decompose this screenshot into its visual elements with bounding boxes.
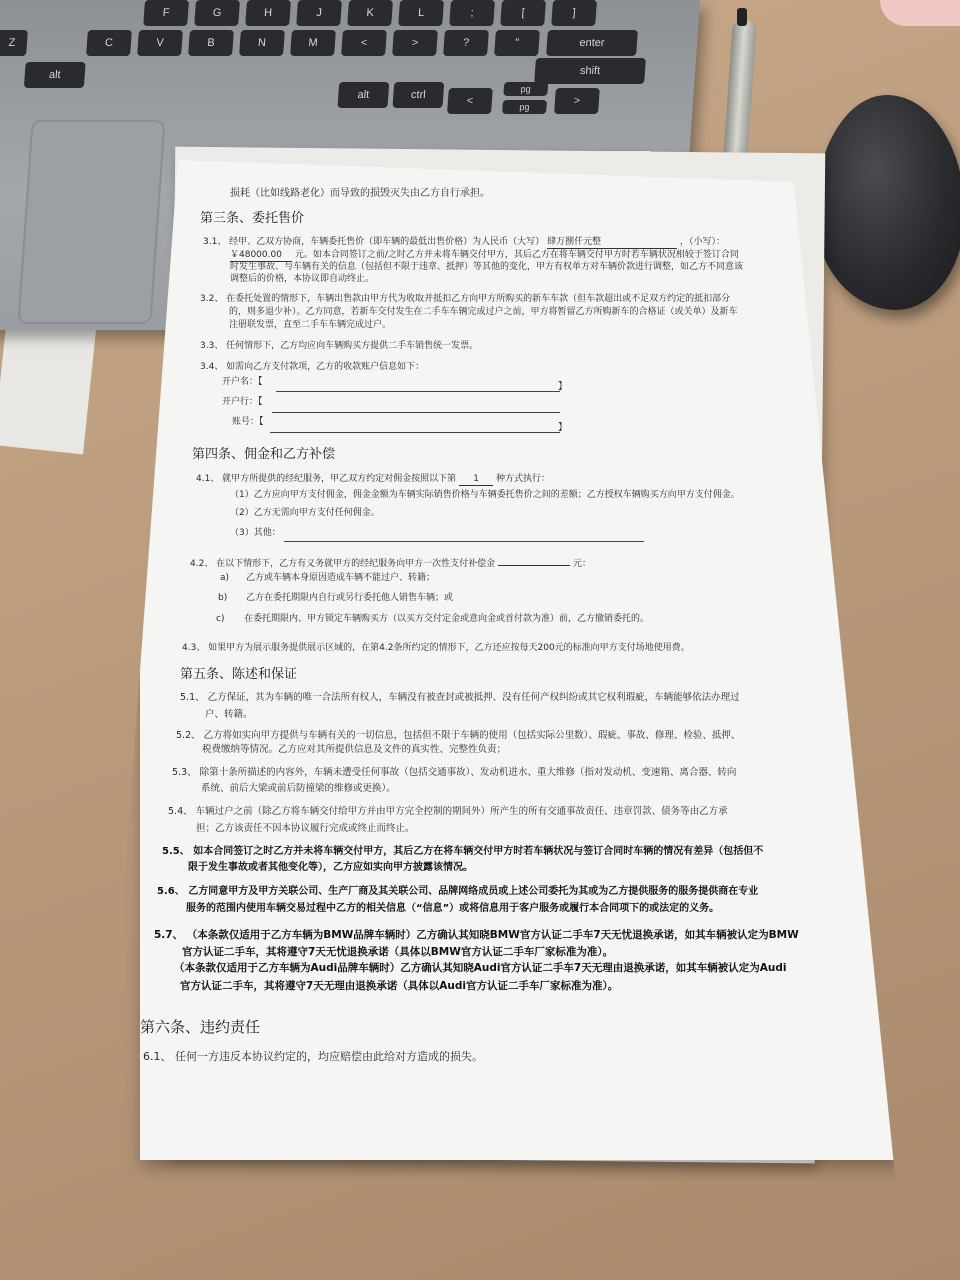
- item-mark: b): [218, 593, 228, 603]
- doc-line: 调整后的价格，本协议即自动终止。: [230, 274, 375, 284]
- clause-5-6: 5.6、 乙方同意甲方及甲方关联公司、生产厂商及其关联公司、品牌网络成员或上述公司委托为其或为乙方提供服务的服务提供商在专业: [157, 886, 759, 897]
- section-4-title: 第四条、佣金和乙方补偿: [192, 447, 336, 462]
- clause-3-4: 3.4、 如需向乙方支付款项，乙方的收款账户信息如下：: [200, 362, 425, 372]
- clause-text: 元：: [572, 559, 591, 569]
- amount-figure: ￥48000.00: [230, 249, 292, 262]
- compensation-field: [498, 565, 570, 566]
- key: pg: [502, 100, 547, 114]
- option-3: （3）其他：: [230, 528, 281, 538]
- key: N: [239, 30, 285, 56]
- key: <: [341, 30, 387, 56]
- clause-3-1: [203, 236, 725, 249]
- key: >: [392, 30, 438, 56]
- doc-line: 户、转籍。: [205, 709, 253, 720]
- item-mark: a): [220, 573, 230, 583]
- paper-sheet-left: [0, 316, 97, 455]
- key: alt: [24, 62, 86, 88]
- account-number-field: [270, 432, 560, 433]
- key: alt: [337, 82, 389, 108]
- doc-line: 的，则多退少补）。乙方同意，若新车交付发生在二手车车辆完成过户之前，甲方将暂留乙方所购新车的合格证（或关单）及新车: [229, 307, 738, 317]
- key: ?: [443, 30, 489, 56]
- section-6-title: 第六条、违约责任: [140, 1018, 261, 1036]
- clause-3-3: 3.3、 任何情形下，乙方均应向车辆购买方提供二手车销售统一发票。: [200, 341, 479, 351]
- keyboard: [0, 0, 690, 120]
- key: ]: [551, 0, 597, 26]
- amount-words: 肆万捌仟元整: [547, 236, 677, 249]
- clause-5-2: 5.2、 乙方将如实向甲方提供与车辆有关的一切信息，包括但不限于车辆的使用（包括实际公里数）、瑕疵、事故、修理、检验、抵押、: [176, 730, 741, 741]
- key: H: [245, 0, 291, 26]
- key: V: [137, 30, 183, 56]
- doc-line: 时发生事故、与车辆有关的信息（包括但不限于违章、抵押）等其他的变化，甲方有权单方对车辆价款进行调整，如乙方不同意该: [230, 262, 744, 272]
- option-3-field: [284, 541, 644, 542]
- clause-4-1: [196, 473, 550, 486]
- doc-line: 官方认证二手车，其将遵守7天无忧退换承诺（具体以BMW官方认证二手车厂家标准为准）。: [182, 946, 614, 958]
- doc-line: 担；乙方该责任不因本协议履行完成或终止而终止。: [196, 823, 415, 834]
- doc-line: 注册联发票，直至二手车车辆完成过户。: [229, 320, 392, 330]
- computer-mouse: [815, 95, 960, 310]
- bracket: 】: [558, 423, 568, 433]
- clause-text: ，（小写）：: [679, 237, 725, 247]
- clause-4-2: [190, 558, 591, 570]
- account-name-field: [276, 391, 560, 392]
- clause-5-5: 5.5、 如本合同签订之时乙方并未将车辆交付甲方，其后乙方在将车辆交付甲方时若车辆状况与签订合同时车辆的情况有差异（包括但不: [162, 846, 764, 857]
- key: G: [194, 0, 240, 26]
- doc-line: 损耗（比如线路老化）而导致的损毁灭失由乙方自行承担。: [230, 188, 490, 199]
- key: J: [296, 0, 342, 26]
- doc-line: 服务的范围内使用车辆交易过程中乙方的相关信息（“信息”）或将信息用于客户服务或履行本合同项下的或法定的义务。: [186, 903, 720, 914]
- doc-line: 税费缴纳等情况。乙方应对其所提供信息及文件的真实性、完整性负责；: [202, 744, 507, 755]
- clause-5-3: 5.3、 除第十条所描述的内容外，车辆未遭受任何事故（包括交通事故）、发动机进水、重大维修（指对发动机、变速箱、离合器、转向: [172, 767, 737, 778]
- key: ;: [449, 0, 495, 26]
- key: M: [290, 30, 336, 56]
- key: L: [398, 0, 444, 26]
- key: F: [143, 0, 189, 26]
- key: enter: [546, 30, 638, 56]
- section-3-title: 第三条、委托售价: [200, 211, 305, 226]
- item-c: 在委托期限内、甲方锁定车辆购买方（以买方交付定金或意向金或首付款为准）前，乙方撤销委托的。: [244, 614, 650, 624]
- clause-4-3: 4.3、 如果甲方为展示服务提供展示区域的，在第4.2条所约定的情形下，乙方还应按每天200元的标准向甲方支付场地使用费。: [182, 643, 690, 653]
- account-bank-label: 开户行：【: [222, 397, 263, 407]
- key: shift: [534, 58, 646, 84]
- section-5-title: 第五条、陈述和保证: [180, 667, 298, 682]
- account-bank-field: [272, 412, 560, 413]
- clause-5-4: 5.4、 车辆过户之前（除乙方将车辆交付给甲方并由甲方完全控制的期间外）所产生的所有交通事故责任、违章罚款、债务等由乙方承: [168, 806, 728, 817]
- trackpad: [17, 120, 165, 324]
- doc-line: 官方认证二手车，其将遵守7天无理由退换承诺（具体以Audi官方认证二手车厂家标准为准）。: [180, 980, 619, 992]
- bracket: 】: [558, 382, 568, 392]
- clause-6-1: 6.1、 任何一方违反本协议约定的，均应赔偿由此给对方造成的损失。: [143, 1050, 483, 1063]
- key: ctrl: [392, 82, 444, 108]
- key: >: [554, 88, 600, 114]
- clause-5-7: 5.7、 （本条款仅适用于乙方车辆为BMW品牌车辆时）乙方确认其知晓BMW官方认证二手车7天无忧退换承诺，如其车辆被认定为BMW: [154, 929, 799, 941]
- pen-tip: [737, 8, 747, 26]
- pink-object: [880, 0, 960, 26]
- key: C: [86, 30, 132, 56]
- key: K: [347, 0, 393, 26]
- key: ": [494, 30, 540, 56]
- clause-text: 4.2、 在以下情形下，乙方有义务就甲方的经纪服务向甲方一次性支付补偿金: [190, 559, 496, 569]
- item-a: 乙方或车辆本身原因造成车辆不能过户、转籍；: [246, 573, 436, 583]
- key: <: [447, 88, 493, 114]
- account-number-label: 账号：【: [232, 417, 264, 427]
- clause-text: 4.1、 就甲方所提供的经纪服务，甲乙双方约定对佣金按照以下第: [196, 474, 457, 484]
- item-b: 乙方在委托期限内自行或另行委托他人销售车辆；或: [246, 593, 454, 603]
- clause-text: 种方式执行：: [495, 474, 550, 484]
- option-number: 1: [459, 473, 493, 486]
- doc-line: 系统、前后大梁或前后防撞梁的维修或更换）。: [201, 783, 396, 794]
- clause-text: 3.1、 经甲、乙双方协商，车辆委托售价（即车辆的最低出售价格）为人民币（大写）: [203, 237, 545, 247]
- option-2: （2）乙方无需向甲方支付任何佣金。: [230, 508, 380, 518]
- option-1: （1）乙方应向甲方支付佣金，佣金金额为车辆实际销售价格与车辆委托售价之间的差额；乙方授权车辆购买方向甲方支付佣金。: [230, 490, 740, 500]
- key: Z: [0, 30, 28, 56]
- account-name-label: 开户名：【: [222, 377, 263, 387]
- clause-5-1: 5.1、 乙方保证，其为车辆的唯一合法所有权人，车辆没有被查封或被抵押、没有任何产权纠纷或其它权利瑕疵，车辆能够依法办理过: [180, 692, 740, 703]
- doc-line: （本条款仅适用于乙方车辆为Audi品牌车辆时）乙方确认其知晓Audi官方认证二手车7天无理由退换承诺，如其车辆被认定为Audi: [174, 962, 787, 974]
- clause-3-2: 3.2、 在委托处置的情形下，车辆出售款由甲方代为收取并抵扣乙方向甲方所购买的新车车款（但车款超出或不足双方约定的抵扣部分: [200, 294, 731, 304]
- clause-text: 元。如本合同签订之前/之时乙方并未将车辆交付甲方，其后乙方在将车辆交付甲方时若车辆状况相较于签订合同: [294, 250, 739, 260]
- key: B: [188, 30, 234, 56]
- item-mark: c): [216, 614, 225, 624]
- key: pg: [503, 82, 548, 96]
- doc-line: 限于发生事故或者其他变化等），乙方应如实向甲方披露该情况。: [188, 862, 473, 873]
- key: [: [500, 0, 546, 26]
